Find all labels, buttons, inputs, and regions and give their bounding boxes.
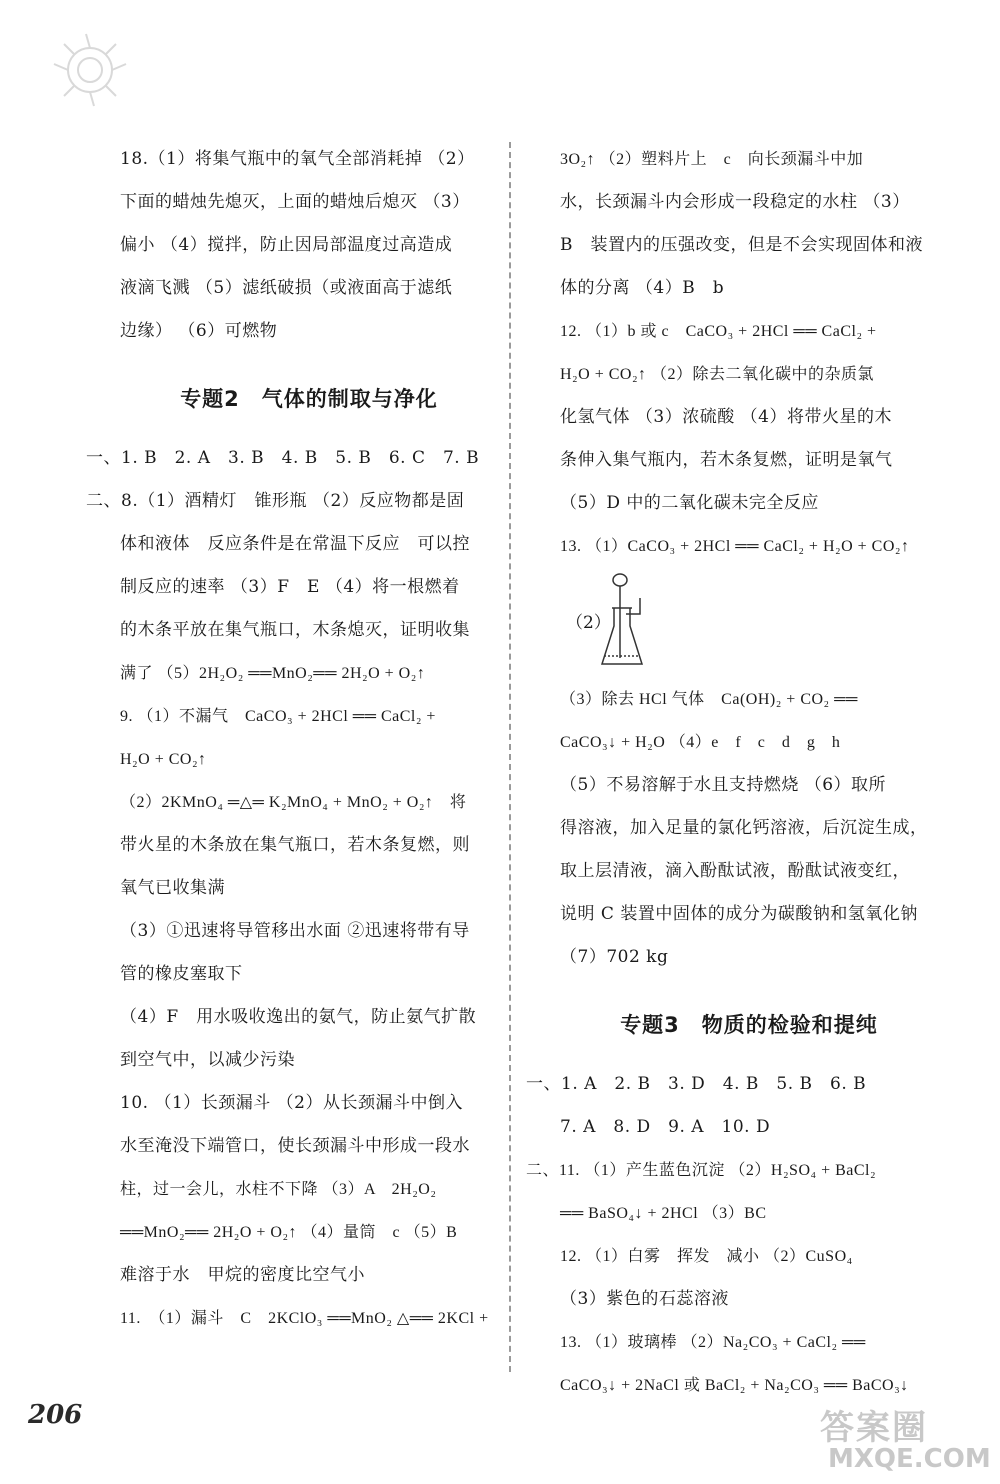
watermark-logo: [820, 1400, 991, 1480]
answer-line: 的木条平放在集气瓶口，木条熄灭，证明收集: [120, 620, 470, 640]
right-column: [526, 138, 938, 1407]
watermark-url: MXQE.COM: [828, 1444, 991, 1474]
answer-line: （7）702 kg: [560, 947, 669, 967]
answer-line: 12. （1）b 或 c CaCO₃ + 2HCl ══ CaCl₂ +: [560, 323, 877, 340]
answer-line: 9. （1）不漏气 CaCO₃ + 2HCl ══ CaCl₂ +: [120, 708, 436, 725]
answer-line: 化氢气体 （3）浓硫酸 （4）将带火星的木: [560, 407, 892, 427]
flask-apparatus-icon: [596, 568, 656, 678]
answer-line: （5）D 中的二氧化碳未完全反应: [560, 493, 819, 513]
answer-line: ══ BaSO₄↓ + 2HCl （3）BC: [560, 1205, 767, 1222]
answer-line: 7. A 8. D 9. A 10. D: [560, 1117, 771, 1137]
answer-line: 说明 C 装置中固体的成分为碳酸钠和氢氧化钠: [560, 904, 918, 924]
section-heading: 专题3 物质的检验和提纯: [620, 1013, 878, 1037]
answer-line: 3O₂↑ （2）塑料片上 c 向长颈漏斗中加: [560, 151, 864, 168]
answer-line: 10. （1）长颈漏斗 （2）从长颈漏斗中倒入: [120, 1093, 463, 1113]
answer-line: 二、8.（1）酒精灯 锥形瓶 （2）反应物都是固: [86, 491, 465, 511]
answer-line: 条伸入集气瓶内，若木条复燃，证明是氧气: [560, 450, 893, 470]
answer-line: （2）2KMnO₄ ═△═ K₂MnO₄ + MnO₂ + O₂↑ 将: [120, 794, 467, 811]
answer-line: 一、1. B 2. A 3. B 4. B 5. B 6. C 7. B: [86, 448, 480, 468]
section-heading: 专题2 气体的制取与净化: [180, 387, 438, 411]
answer-line: H₂O + CO₂↑ （2）除去二氧化碳中的杂质氯: [560, 366, 875, 383]
apparatus-label: （2）: [566, 613, 611, 633]
answer-line: （4）F 用水吸收逸出的氨气，防止氨气扩散: [120, 1007, 477, 1027]
apparatus-figure: [560, 568, 938, 678]
answer-line: 制反应的速率 （3）F E （4）将一根燃着: [120, 577, 460, 597]
answer-line: 水，长颈漏斗内会形成一段稳定的水柱 （3）: [560, 192, 910, 212]
answer-line: 满了 （5）2H₂O₂ ══MnO₂══ 2H₂O + O₂↑: [120, 665, 426, 682]
answer-line: 难溶于水 甲烷的密度比空气小: [120, 1265, 365, 1285]
answer-line: 氧气已收集满: [120, 878, 225, 898]
answer-line: CaCO₃↓ + H₂O （4）e f c d g h: [560, 734, 841, 751]
answer-line: ══MnO₂══ 2H₂O + O₂↑ （4）量筒 c （5）B: [120, 1224, 458, 1241]
answer-line: 13. （1）玻璃棒 （2）Na₂CO₃ + CaCl₂ ══: [560, 1334, 866, 1351]
answer-line: 下面的蜡烛先熄灭，上面的蜡烛后熄灭 （3）: [120, 192, 470, 212]
answer-line: （5）不易溶解于水且支持燃烧 （6）取所: [560, 775, 887, 795]
corner-ornament-icon: [40, 20, 140, 110]
answer-line: 柱，过一会儿，水柱不下降 （3）A 2H₂O₂: [120, 1181, 437, 1198]
answer-line: 到空气中，以减少污染: [120, 1050, 295, 1070]
answer-line: 偏小 （4）搅拌，防止因局部温度过高造成: [120, 235, 453, 255]
answer-line: 一、1. A 2. B 3. D 4. B 5. B 6. B: [526, 1074, 867, 1094]
answer-line: 18.（1）将集气瓶中的氧气全部消耗掉 （2）: [120, 149, 475, 169]
watermark-title: 答案圈: [820, 1408, 928, 1448]
answer-line: （3）①迅速将导管移出水面 ②迅速将带有导: [120, 921, 470, 941]
answer-line: （3）紫色的石蕊溶液: [560, 1289, 729, 1309]
answer-line: CaCO₃↓ + 2NaCl 或 BaCl₂ + Na₂CO₃ ══ BaCO₃↓: [560, 1377, 909, 1394]
answer-line: 液滴飞溅 （5）滤纸破损（或液面高于滤纸: [120, 278, 453, 298]
answer-line: 体和液体 反应条件是在常温下反应 可以控: [120, 534, 470, 554]
answer-line: 11. （1）漏斗 C 2KClO₃ ══MnO₂ △══ 2KCl +: [120, 1310, 489, 1327]
answer-line: B 装置内的压强改变，但是不会实现固体和液: [560, 235, 923, 255]
answer-line: （3）除去 HCl 气体 Ca(OH)₂ + CO₂ ══: [560, 691, 858, 708]
answer-line: H₂O + CO₂↑: [120, 751, 207, 768]
answer-line: 边缘） （6）可燃物: [120, 321, 278, 341]
answer-line: 带火星的木条放在集气瓶口，若木条复燃，则: [120, 835, 470, 855]
column-divider: [509, 142, 511, 1372]
answer-line: 二、11. （1）产生蓝色沉淀 （2）H₂SO₄ + BaCl₂: [526, 1162, 877, 1179]
left-column: [86, 138, 498, 1340]
answer-line: 12. （1）白雾 挥发 减小 （2）CuSO₄: [560, 1248, 853, 1265]
answer-line: 水至淹没下端管口，使长颈漏斗中形成一段水: [120, 1136, 470, 1156]
answer-line: 体的分离 （4）B b: [560, 278, 725, 298]
answer-line: 13. （1）CaCO₃ + 2HCl ══ CaCl₂ + H₂O + CO₂↑: [560, 538, 910, 555]
answer-line: 得溶液，加入足量的氯化钙溶液，后沉淀生成，: [560, 818, 928, 838]
page-number: 206: [28, 1400, 83, 1430]
answer-line: 取上层清液，滴入酚酞试液，酚酞试液变红，: [560, 861, 910, 881]
answer-line: 管的橡皮塞取下: [120, 964, 243, 984]
